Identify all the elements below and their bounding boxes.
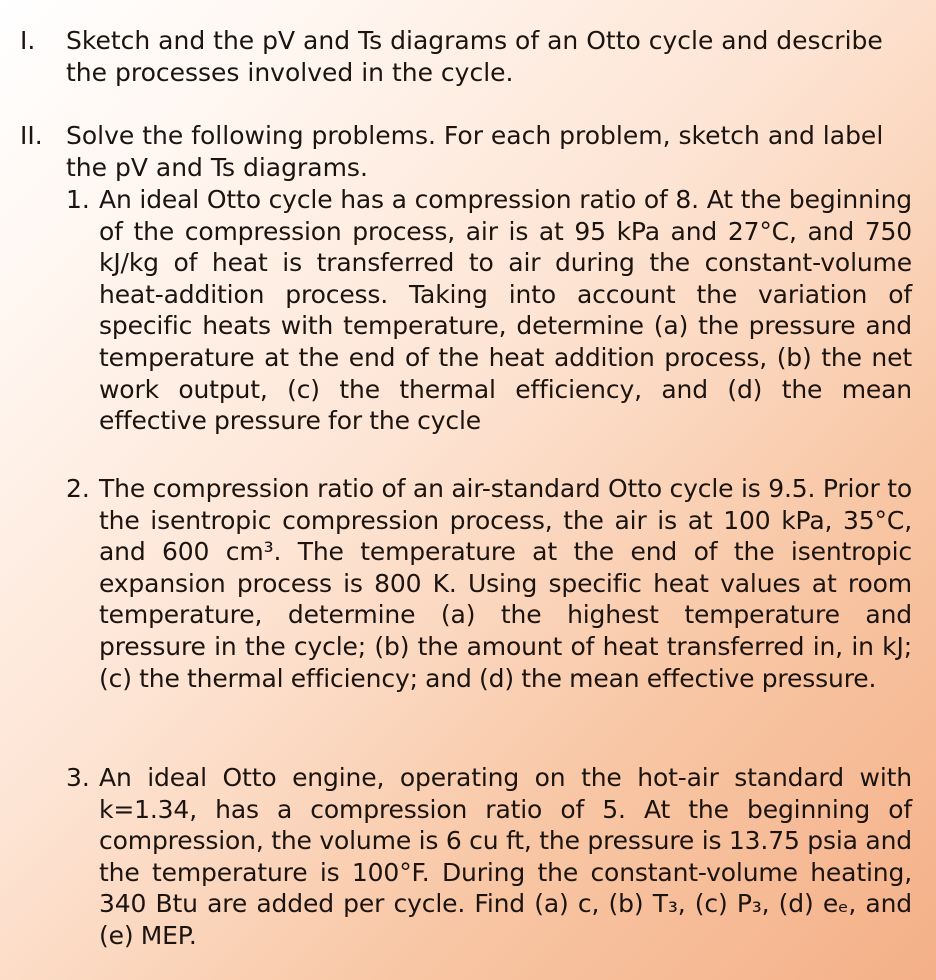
problem-1-text: An ideal Otto cycle has a compression ratio of 8. At the beginning of the compression process, air is at 95 kPa and 27°C, and 750 kJ/kg of heat is transferred to air during the constant-volume heat-addition process. Taking into account the variation of specific heats with temperature, determine (a) the pressure and temperature at the end of the heat addition process, (b) the net work output, (c) the thermal efficiency, and (d) the mean effective pressure for the cycle (99, 185, 912, 436)
section-1 (20, 25, 910, 91)
problem-3-text: An ideal Otto engine, operating on the hot-air standard with k=1.34, has a compression ratio of 5. At the beginning of compression, the volume is 6 cu ft, the pressure is 13.75 psia and the temperature is 100°F. During the constant-volume heating, 340 Btu are added per cycle. Find (a) c, (b) T₃, (c) P₃, (d) eₑ, and (e) MEP. (99, 763, 912, 950)
problem-2 (66, 473, 912, 698)
problem-2-text: The compression ratio of an air-standard Otto cycle is 9.5. Prior to the isentropic compression process, the air is at 100 kPa, 35°C, and 600 cm³. The temperature at the end of the isentropic expansion process is 800 K. Using specific heat values at room temperature, determine (a) the highest temperature and pressure in the cycle; (b) the amount of heat transferred in, in kJ; (c) the thermal efficiency; and (d) the mean effective pressure. (99, 474, 912, 693)
problem-2-number: 2. (66, 474, 90, 503)
section-2-numeral: II. (20, 121, 43, 150)
section-1-text: Sketch and the pV and Ts diagrams of an Otto cycle and describe the processes involved in the cycle. (66, 26, 883, 87)
problem-3 (66, 762, 912, 952)
section-2 (20, 120, 910, 960)
problem-1-number: 1. (66, 185, 90, 214)
section-1-numeral: I. (20, 26, 36, 55)
section-2-text: Solve the following problems. For each problem, sketch and label the pV and Ts diagrams. (66, 121, 884, 182)
problem-3-number: 3. (66, 763, 90, 792)
problem-1 (66, 184, 912, 440)
